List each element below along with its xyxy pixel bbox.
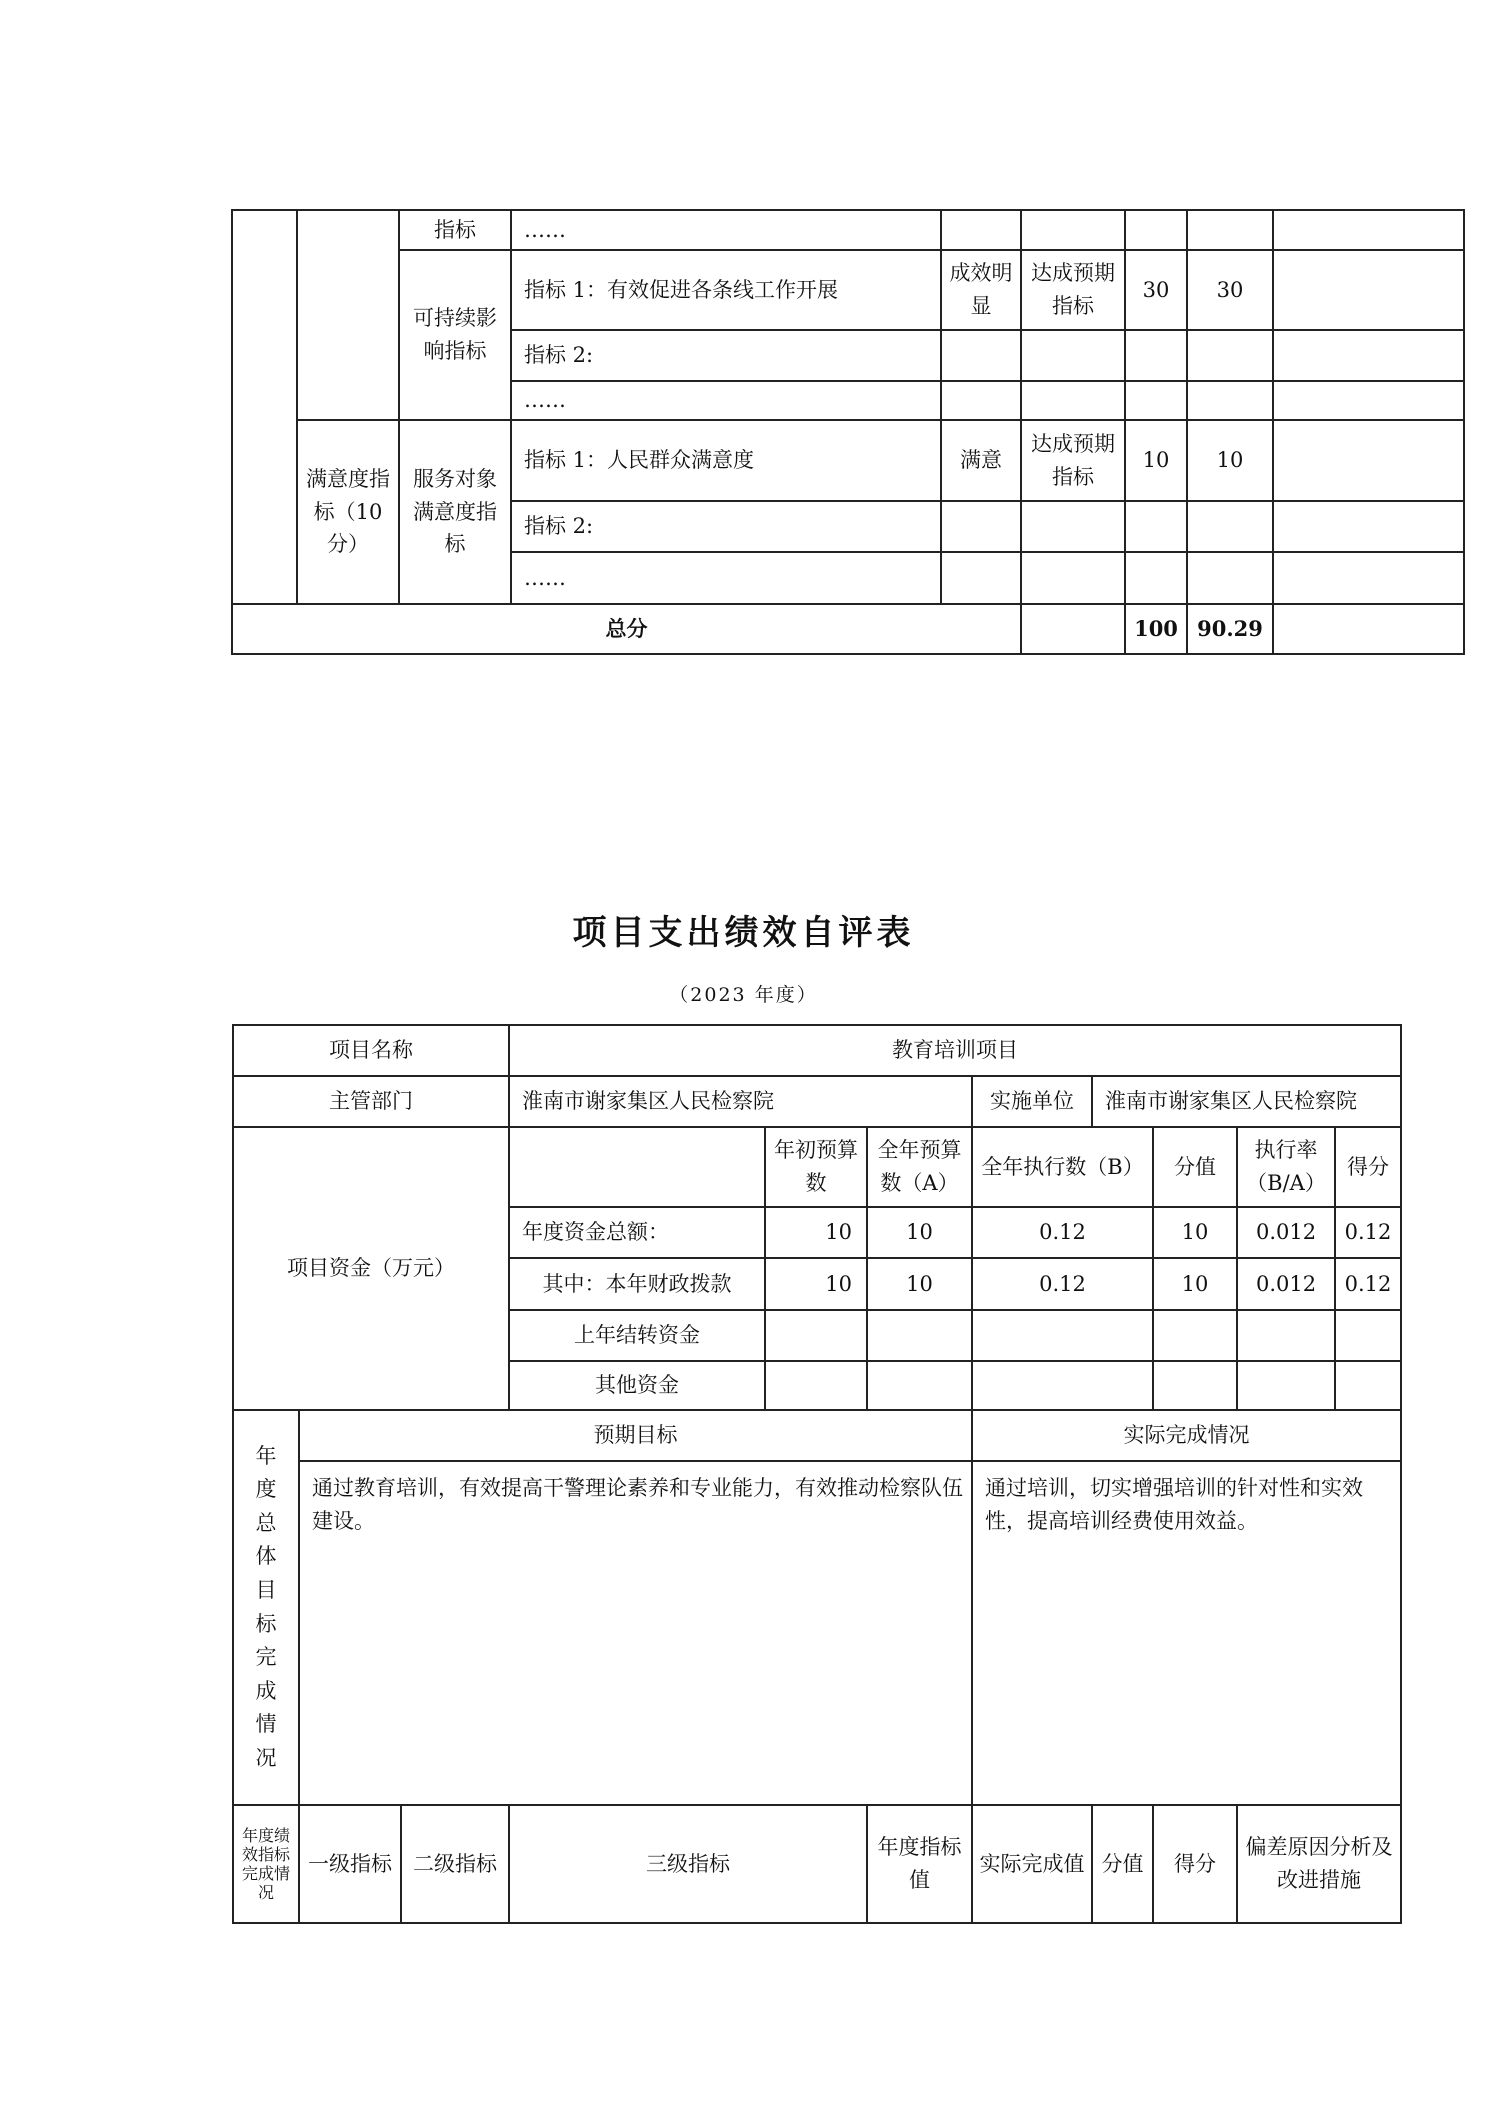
funds-row-score: 0.12 — [1335, 1258, 1401, 1310]
impl-value: 淮南市谢家集区人民检察院 — [1092, 1076, 1401, 1127]
sustain-indicator-1-target: 成效明显 — [941, 250, 1021, 330]
impl-label: 实施单位 — [972, 1076, 1092, 1127]
funds-row-score: 0.12 — [1335, 1207, 1401, 1258]
indicator-label: 指标 — [399, 210, 511, 250]
perf-header-score: 得分 — [1153, 1805, 1237, 1923]
perf-header-weight: 分值 — [1092, 1805, 1153, 1923]
funds-row-weight: 10 — [1153, 1258, 1237, 1310]
blank-level0-cell — [232, 210, 297, 604]
page-subtitle: （2023 年度） — [669, 984, 818, 1006]
perf-header-level3: 三级指标 — [509, 1805, 867, 1923]
funds-row-executed — [972, 1310, 1153, 1361]
expected-goal-label: 预期目标 — [299, 1410, 972, 1461]
perf-section-label: 年度绩效指标完成情况 — [233, 1805, 299, 1923]
funds-row-score — [1335, 1361, 1401, 1410]
perf-header-actual-value: 实际完成值 — [972, 1805, 1092, 1923]
header-score: 得分 — [1335, 1127, 1401, 1207]
total-weight: 100 — [1125, 604, 1187, 654]
funds-row-weight: 10 — [1153, 1207, 1237, 1258]
total-label: 总分 — [232, 604, 1021, 654]
funds-row-annual: 10 — [867, 1207, 972, 1258]
satisfaction-indicator-1: 指标 1：人民群众满意度 — [511, 420, 941, 501]
perf-header-analysis: 偏差原因分析及改进措施 — [1237, 1805, 1401, 1923]
sustain-indicator-1: 指标 1：有效促进各条线工作开展 — [511, 250, 941, 330]
funds-row-label: 其他资金 — [509, 1361, 765, 1410]
funds-row-weight — [1153, 1310, 1237, 1361]
perf-header-annual-value: 年度指标值 — [867, 1805, 972, 1923]
goal-section-label: 年度总体目标完成情况 — [233, 1410, 299, 1805]
funds-row-score — [1335, 1310, 1401, 1361]
header-executed: 全年执行数（B） — [972, 1127, 1153, 1207]
funds-row-initial — [765, 1361, 867, 1410]
funds-row-label: 上年结转资金 — [509, 1310, 765, 1361]
total-score: 90.29 — [1187, 604, 1273, 654]
dept-label: 主管部门 — [233, 1076, 509, 1127]
funds-row-annual — [867, 1310, 972, 1361]
satisfaction-ellipsis: …… — [511, 552, 941, 604]
funds-row-executed — [972, 1361, 1153, 1410]
top-indicator-table — [231, 209, 1465, 655]
funds-row-initial: 10 — [765, 1258, 867, 1310]
sustain-level2-label: 可持续影响指标 — [399, 250, 511, 420]
project-name-label: 项目名称 — [233, 1025, 509, 1076]
indicator-ellipsis: …… — [511, 210, 941, 250]
actual-completion-text: 通过培训，切实增强培训的针对性和实效性，提高培训经费使用效益。 — [972, 1461, 1401, 1805]
funds-row-executed: 0.12 — [972, 1207, 1153, 1258]
blank-level1-cell — [297, 210, 399, 420]
funds-row-weight — [1153, 1361, 1237, 1410]
funds-row-rate: 0.012 — [1237, 1207, 1335, 1258]
header-annual-budget: 全年预算数（A） — [867, 1127, 972, 1207]
dept-value: 淮南市谢家集区人民检察院 — [509, 1076, 972, 1127]
perf-header-level1: 一级指标 — [299, 1805, 401, 1923]
project-funds-label: 项目资金（万元） — [233, 1127, 509, 1410]
satisfaction-indicator-1-target: 满意 — [941, 420, 1021, 501]
sustain-indicator-1-score: 30 — [1187, 250, 1273, 330]
funds-row-annual — [867, 1361, 972, 1410]
satisfaction-indicator-1-score: 10 — [1187, 420, 1273, 501]
perf-header-level2: 二级指标 — [401, 1805, 509, 1923]
header-initial-budget: 年初预算数 — [765, 1127, 867, 1207]
page-title: 项目支出绩效自评表 — [572, 913, 915, 953]
funds-row-annual: 10 — [867, 1258, 972, 1310]
funds-row-rate — [1237, 1361, 1335, 1410]
actual-completion-label: 实际完成情况 — [972, 1410, 1401, 1461]
sustain-ellipsis: …… — [511, 381, 941, 420]
satisfaction-indicator-1-weight: 10 — [1125, 420, 1187, 501]
satisfaction-indicator-2: 指标 2: — [511, 501, 941, 552]
funds-row-initial — [765, 1310, 867, 1361]
sustain-indicator-1-actual: 达成预期指标 — [1021, 250, 1125, 330]
header-rate: 执行率（B/A） — [1237, 1127, 1335, 1207]
funds-row-rate: 0.012 — [1237, 1258, 1335, 1310]
expected-goal-text: 通过教育培训，有效提高干警理论素养和专业能力，有效推动检察队伍建设。 — [299, 1461, 972, 1805]
sustain-indicator-1-weight: 30 — [1125, 250, 1187, 330]
funds-row-initial: 10 — [765, 1207, 867, 1258]
funds-row-label: 其中：本年财政拨款 — [509, 1258, 765, 1310]
satisfaction-indicator-1-actual: 达成预期指标 — [1021, 420, 1125, 501]
sustain-indicator-2: 指标 2: — [511, 330, 941, 381]
satisfaction-level1-label: 满意度指标（10 分） — [297, 420, 399, 604]
satisfaction-level2-label: 服务对象满意度指标 — [399, 420, 511, 604]
self-evaluation-table — [232, 1024, 1402, 1924]
funds-row-executed: 0.12 — [972, 1258, 1153, 1310]
funds-row-rate — [1237, 1310, 1335, 1361]
project-name-value: 教育培训项目 — [509, 1025, 1401, 1076]
funds-row-label: 年度资金总额： — [509, 1207, 765, 1258]
header-weight: 分值 — [1153, 1127, 1237, 1207]
